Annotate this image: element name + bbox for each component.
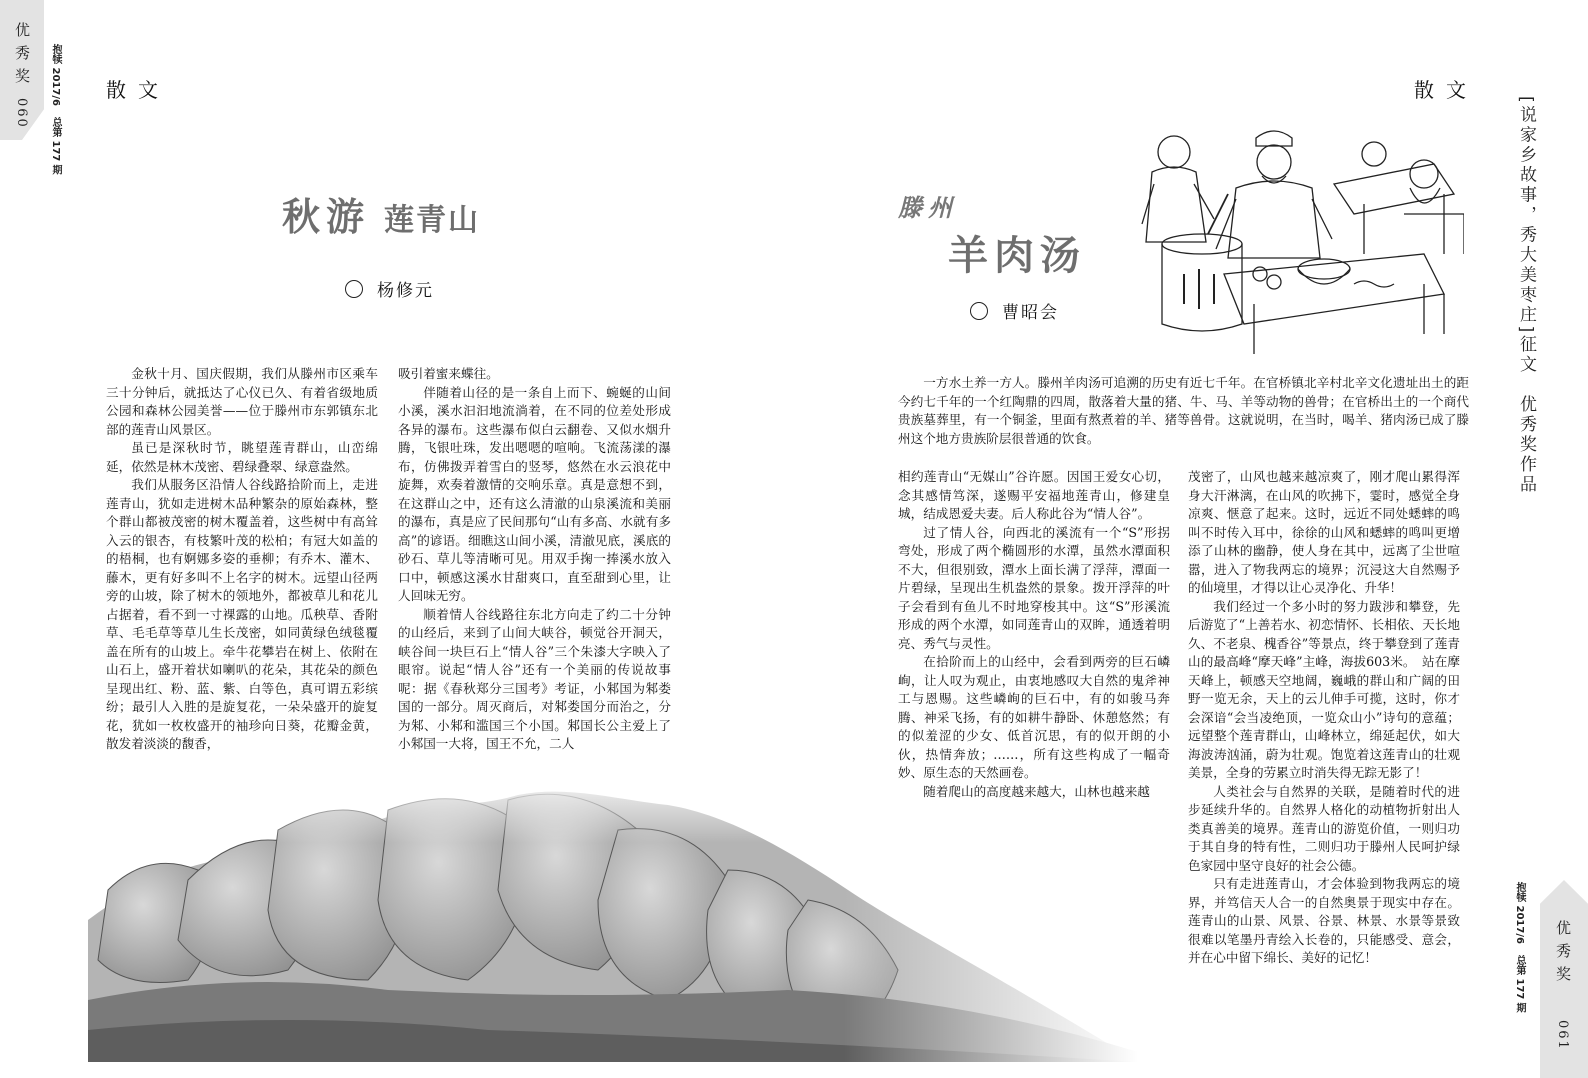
left-article-title (282, 186, 480, 241)
left-section-label: 散文 (106, 78, 170, 102)
right-column-1 (898, 468, 1170, 801)
left-page-number: 060 (14, 98, 29, 129)
author-circle-icon (970, 302, 988, 320)
right-section-label: 散文 (1414, 78, 1478, 102)
right-masthead (1512, 882, 1527, 1013)
left-side-tab-label: 优秀奖 (13, 22, 31, 91)
paragraph: 我们从服务区沿情人谷线路拾阶而上，走进莲青山，犹如走进树木品种繁杂的原始森林，整个群山都被茂密的树木覆盖着，这些树中有高耸入云的银杏，有枝繁叶茂的松柏；有冠大如盖的的梧桐，也有婀娜多姿的垂柳；有乔木、灌木、藤木，更有好多叫不上名字的树木。远望山径两旁的山坡，除了树木的领地外，都被草儿和花儿占据着，看不到一寸裸露的山地。瓜秧草、香附草、毛毛草等草儿生长茂密，如同黄绿色绒毯覆盖在所有的山坡上。牵牛花攀岩在树上、依附在山石上，盛开着状如喇叭的花朵，其花朵的颜色呈现出红、粉、蓝、紫、白等色，真可谓五彩缤纷；最引人入胜的是旋复花，一朵朵盛开的旋复花，犹如一枚枚盛开的袖珍向日葵，花瓣金黄，散发着淡淡的馥香， (106, 477, 378, 751)
paragraph: 随着爬山的高度越来越大，山林也越来越 (923, 783, 1150, 799)
intro-paragraph: 一方水土养一方人。滕州羊肉汤可追溯的历史有近七千年。在官桥镇北辛村北辛文化遗址出土的距今约七千年的一个红陶鼎的四周，散落着大量的猪、牛、马、羊等动物的兽骨；在官桥出土的一个商代贵族墓葬里，有一个铜釜，里面有熬煮着的羊、猪等兽骨。这就说明，在当时，喝羊、猪肉汤已成了滕州这个地方贵族阶层很普通的饮食。 (898, 375, 1469, 446)
left-author (345, 276, 434, 301)
right-author (970, 298, 1059, 323)
right-column-2 (1188, 468, 1460, 968)
paragraph: 在拾阶而上的山经中，会看到两旁的巨石嶙峋，让人叹为观止，由衷地感叹大自然的鬼斧神工与恩赐。这些嶙峋的巨石中，有的如骏马奔腾、神采飞扬，有的如耕牛静卧、休憩悠然；有的似羞涩的少女、低首沉思，有的似开朗的小伙，热情奔放；……，所有这些构成了一幅奇妙、原生态的天然画卷。 (898, 654, 1170, 780)
right-page-number: 061 (1555, 1020, 1570, 1051)
left-masthead (48, 44, 63, 175)
left-title-main: 秋游 (282, 195, 371, 239)
paragraph: 我们经过一个多小时的努力跋涉和攀登，先后游览了“上善若水、初恋情怀、长相依、天长地久、不老泉、槐香谷”等景点，终于攀登到了莲青山的最高峰“摩天峰”主峰，海拔603米。 站在摩天峰上，顿感天空地阔，巍峨的群山和广阔的田野一览无余，天上的云儿伸手可揽，这时，你才会深谙“会当凌绝顶，一览众山小”诗句的意蕴；远望整个莲青群山，山峰林立，绵延起伏，如大海波涛汹涌，蔚为壮观。饱览着这莲青山的壮观美景，全身的劳累立时消失得无踪无影了！ (1188, 598, 1460, 780)
contest-banner: [说家乡故事，秀大美枣庄]征文 优秀奖作品 (1516, 96, 1536, 496)
right-masthead-issue: 2017/6 (1514, 905, 1525, 944)
paragraph: 过了情人谷，向西北的溪流有一个“S”形拐弯处，形成了两个椭圆形的水潭，虽然水潭面积不大，但很别致，潭水上面长满了浮萍，潭面一片碧绿，呈现出生机盎然的景象。拨开浮萍的叶子会看到有鱼儿不时地穿梭其中。这“S”形溪流形成的两个水潭，如同莲青山的双眸，通透着明亮、秀气与灵性。 (898, 524, 1170, 651)
paragraph: 茂密了，山风也越来越凉爽了，刚才爬山累得浑身大汗淋漓，在山风的吹拂下，霎时，感觉全身凉爽、惬意了起来。这时，远近不同处蟋蟀的鸣叫不时传入耳中，徐徐的山风和蟋蟀的鸣叫更增添了山林的幽静，使人身在其中，远离了尘世喧嚣，进入了物我两忘的境界；沉浸这大自然赐予的仙境里，才得以让心灵净化、升华！ (1188, 469, 1460, 595)
right-masthead-name: 抱犊 (1514, 882, 1525, 902)
left-title-sub: 莲青山 (384, 203, 481, 238)
right-title-big: 羊肉汤 (948, 232, 1086, 279)
author-circle-icon (345, 280, 363, 298)
left-masthead-issue: 2017/6 (50, 67, 61, 106)
left-column-1 (106, 365, 378, 754)
right-title-small: 滕州 (898, 194, 958, 222)
left-masthead-total: 总第 177 期 (50, 117, 61, 176)
paragraph: 虽已是深秋时节，眺望莲青群山，山峦绵延，依然是林木茂密、碧绿叠翠、绿意盎然。 (106, 440, 378, 474)
paragraph: 吸引着蜜来蝶往。 (398, 366, 499, 381)
right-intro (898, 374, 1469, 448)
right-side-tab-label: 优秀奖 (1554, 920, 1572, 989)
paragraph: 人类社会与自然界的关联，是随着时代的进步延续升华的。自然界人格化的动植物折射出人类真善美的境界。莲青山的游览价值，一则归功于其自身的特有性，二则归功于滕州人民呵护绿色家园中坚守良好的社会公德。 (1188, 783, 1460, 873)
paragraph: 金秋十月、国庆假期，我们从滕州市区乘车三十分钟后，就抵达了心仪已久、有着省级地质公园和森林公园美誉——位于滕州市东郭镇东北部的莲青山风景区。 (106, 366, 378, 437)
paragraph: 顺着情人谷线路往东北方向走了约二十分钟的山经后，来到了山间大峡谷，顿觉谷开洞天，峡谷间一块巨石上“情人谷”三个朱漆大字映入了眼帘。说起“情人谷”还有一个美丽的传说故事呢：据《春秋郑分三国考》考证，小邾国为邾娄国的一部分。周灭商后，对邾娄国分而治之，分为邾、小邾和滥国三个小国。邾国长公主爱上了小邾国一大将，国王不允，二人 (398, 606, 671, 751)
paragraph: 只有走进莲青山，才会体验到物我两忘的境界，并笃信天人合一的自然奥景于现实中存在。莲青山的山景、风景、谷景、林景、水景等景致很难以笔墨丹青绘入长卷的，只能感受、意会，并在心中留下绵长、美好的记忆！ (1188, 876, 1460, 965)
left-author-name: 杨修元 (377, 281, 434, 301)
right-author-name: 曹昭会 (1002, 303, 1059, 323)
mutton-soup-cooking-illustration (1124, 124, 1464, 360)
left-masthead-name: 抱犊 (50, 44, 61, 64)
paragraph: 相约莲青山“无媒山”谷许愿。因国王爱女心切，念其感情笃深，遂赐平安福地莲青山，修建皇城，结成恩爱夫妻。后人称此谷为“情人谷”。 (898, 469, 1170, 521)
paragraph: 伴随着山径的是一条自上而下、蜿蜒的山间小溪，溪水汩汩地流淌着，在不同的位差处形成各异的瀑布。这些瀑布似白云翻卷、又似水烟升腾，飞银吐珠，发出嗯嗯的喧响。飞流荡漾的瀑布，仿佛拨弄着雪白的竖琴，悠然在水云浪花中旋舞，欢奏着激情的交响乐章。真是意想不到，在这群山之中，还有这么清澈的山泉溪流和美丽的瀑布，真是应了民间那句“山有多高、水就有多高”的谚语。细瞧这山间小溪，清澈见底，溪底的砂石、草儿等清晰可见。用双手掬一捧溪水放入口中，顿感这溪水甘甜爽口，直至甜到心里，让人回味无穷。 (398, 384, 671, 603)
left-column-2 (398, 365, 671, 754)
right-masthead-total: 总第 177 期 (1514, 955, 1525, 1014)
right-page (794, 0, 1588, 1078)
